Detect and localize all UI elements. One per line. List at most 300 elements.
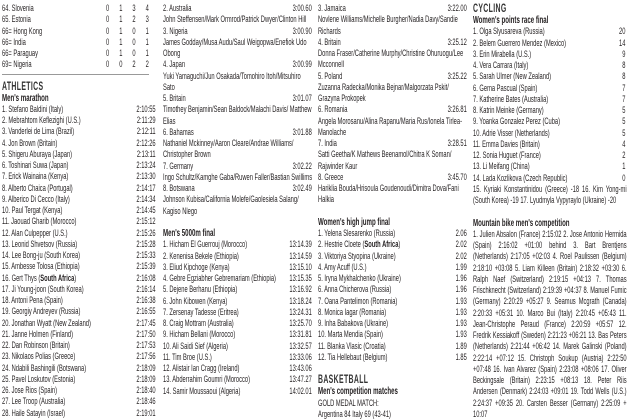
athlete-label: 4. Jon Brown (Britain): [2, 137, 58, 149]
result-row: [2, 374, 157, 385]
athlete-label: 6. John Kibowen (Kenya): [163, 295, 228, 307]
result-row: [318, 273, 468, 284]
result-row: [473, 116, 627, 127]
team-name: 6. Romania: [318, 104, 348, 116]
medal-count-s: 1: [119, 48, 123, 59]
result-value: 2:15:26: [136, 227, 156, 239]
result-row: [163, 251, 313, 262]
team-name: 5. Poland: [318, 70, 343, 82]
athlete-name: [318, 251, 396, 262]
result-value: 3:02.49: [292, 183, 312, 194]
athlete-label: 12. Sonia Huguet (France): [473, 150, 541, 161]
athlete-name: [2, 183, 73, 194]
athlete-name: [473, 128, 550, 139]
result-value: 2:13:24: [136, 160, 156, 171]
result-value: 13:47.27: [289, 374, 312, 386]
relay-members: Hariklia Bouda/Hrisoula Goudenoudi/Dimitra Dova/Fani Halkia: [318, 183, 459, 206]
result-row: [163, 341, 313, 352]
athlete-name: [318, 307, 386, 318]
result-value: 13:43.06: [289, 363, 312, 374]
result-row: [473, 38, 627, 49]
result-value: 3:25.12: [447, 36, 467, 48]
athlete-label: 3. Vanderlei de Lima (Brazil): [2, 126, 75, 138]
athlete-label: 3. Viktoriya Styopina (Ukraine): [318, 250, 396, 262]
result-row: [473, 26, 627, 37]
result-line: GOLD MEDAL MATCH:: [318, 397, 379, 409]
results-column-3: [318, 3, 468, 420]
athlete-name: [163, 363, 239, 374]
athlete-label: 2. Mebrahtom Keflezighi (U.S.): [2, 115, 81, 126]
athlete-label: 5. Sarah Ulmer (New Zealand): [473, 71, 552, 83]
result-row: [473, 150, 627, 161]
spacer: [318, 363, 468, 374]
athlete-name: [2, 194, 70, 205]
result-row: [2, 351, 157, 362]
athlete-label: 17. Ji Young-joon (South Korea): [2, 283, 84, 295]
result-value: 2:17:45: [136, 317, 156, 329]
sport-heading: ATHLETICS: [2, 80, 44, 93]
result-row: [163, 307, 313, 318]
result-value: 3:25.22: [447, 70, 467, 82]
athlete-name: [2, 363, 86, 374]
relay-results: [318, 3, 468, 206]
athlete-label: 18. Antoni Pena (Spain): [2, 295, 63, 306]
relay-members: Nathaniel Mckinney/Aaron Cleare/Andrae Williams/ Christopher Brown: [163, 138, 294, 161]
result-row: [318, 341, 468, 352]
athlete-name: [318, 262, 367, 273]
relay-team-row: [318, 37, 468, 48]
medal-count-t: 2: [145, 59, 149, 71]
athlete-name: [2, 385, 57, 396]
country-name: 66= Hong Kong: [2, 25, 43, 37]
sport-heading: CYCLING: [473, 3, 507, 15]
athlete-label: 3. Eliud Kipchoge (Kenya): [163, 261, 230, 273]
results-column-1: [2, 3, 157, 419]
result-row: [2, 261, 157, 272]
athlete-name: [2, 273, 76, 284]
relay-members: Johnson Kubisa/California Molefe/Gaolesiela Salang/ Kagiso Nlego: [163, 194, 299, 217]
relay-team-row: [318, 3, 468, 14]
athlete-label: 11. Blanka Vlasic (Croatia): [318, 340, 386, 352]
result-row: [2, 228, 157, 239]
athlete-name: [163, 352, 212, 363]
athlete-name: [2, 138, 57, 149]
result-value: 1.89: [455, 340, 467, 352]
athlete-label: 12. Tia Hellebaut (Belgium): [318, 351, 388, 363]
relay-team-row: [163, 183, 313, 194]
result-row: [318, 239, 468, 250]
result-value: 3:22.00: [447, 3, 467, 14]
result-row: [2, 273, 157, 284]
athlete-label: 5. Iryna Mykhalchenko (Ukraine): [318, 273, 401, 284]
medal-count-b: 2: [132, 59, 136, 71]
athlete-name: [2, 126, 74, 137]
athlete-name: [318, 318, 388, 329]
result-value: 2:17:50: [136, 328, 156, 340]
result-row: [163, 318, 313, 329]
result-row: [2, 160, 157, 171]
result-row: [473, 139, 627, 150]
result-row: [473, 83, 627, 94]
result-value: 14: [618, 37, 626, 49]
result-value: 9: [622, 48, 626, 60]
medal-table-row: [2, 48, 157, 59]
athlete-name: [163, 262, 230, 273]
medal-table-row: [2, 59, 157, 70]
result-row: [163, 284, 313, 295]
medal-count-g: 0: [105, 14, 110, 26]
relay-team-row: [163, 127, 313, 138]
result-value: 8: [622, 60, 626, 71]
result-value: 5: [622, 116, 626, 128]
athlete-label: 7. Katherine Bates (Australia): [473, 93, 549, 105]
athlete-label: 8. Monica Iagar (Romania): [318, 306, 387, 318]
athlete-name: [318, 284, 391, 295]
athlete-name: [2, 104, 63, 115]
result-value: 2:18:46: [136, 396, 156, 408]
result-row: [473, 173, 627, 184]
result-value: 3:00.99: [292, 59, 312, 71]
result-value: 13:14.39: [289, 239, 312, 251]
athlete-name: [473, 38, 566, 49]
athlete-label: 13. Li Meifang (China): [473, 161, 530, 173]
event-heading: Women's high jump final: [318, 216, 390, 228]
result-value: 1.93: [455, 306, 467, 318]
athlete-name: [473, 139, 540, 150]
athlete-label: 11. Tim Broe (U.S.): [163, 351, 212, 363]
medal-count-s: 1: [119, 14, 123, 26]
relay-team-row: [163, 26, 313, 37]
medal-count-g: 0: [105, 59, 110, 71]
team-name: 3. Jamaica: [318, 3, 346, 14]
result-value: 3:01.88: [292, 126, 312, 138]
event-heading: Mountain bike men's competition: [473, 217, 570, 229]
team-name: 3. Nigeria: [163, 25, 188, 37]
result-row: [2, 104, 157, 115]
relay-members: John Steffensen/Mark Ormrod/Patrick Dwyer/Clinton Hill: [163, 14, 307, 26]
result-value: 2:15:28: [136, 238, 156, 250]
result-value: 13:33.06: [289, 351, 312, 363]
result-row: [163, 296, 313, 307]
result-value: 2:17:56: [136, 351, 156, 363]
results-list: [473, 26, 627, 184]
athlete-name: [2, 250, 80, 261]
results-list: [163, 239, 313, 397]
result-row: [163, 262, 313, 273]
result-value: 2:19:01: [136, 407, 156, 419]
athlete-label: 3. Erin Mirabella (U.S.): [473, 48, 532, 60]
result-value: 2:16:08: [136, 272, 156, 284]
result-row: [2, 295, 157, 306]
result-row: [473, 161, 627, 172]
result-row: [2, 318, 157, 329]
result-row: [318, 284, 468, 295]
result-value: 2:13:11: [136, 148, 156, 160]
relay-team-row: [318, 104, 468, 115]
team-name: 2. Australia: [163, 3, 192, 14]
medal-count-s: 1: [119, 36, 123, 48]
relay-members: Donna Fraser/Catherine Murphy/Christine Ohuruogu/Lee Mcconnell: [318, 48, 464, 71]
team-name: 8. Botswana: [163, 183, 195, 194]
athlete-label: 16. Gert Thys (: [2, 272, 41, 284]
country-name: 69= Nigeria: [2, 59, 32, 71]
athlete-label: 7. Oana Pantelimon (Romania): [318, 295, 398, 307]
result-value: 2:16:55: [136, 306, 156, 318]
athlete-label: 12. Alistair Ian Cragg (Ireland): [163, 363, 240, 374]
athlete-label: 14. Lada Kozlikova (Czech Republic): [473, 172, 568, 184]
result-value: 1.96: [455, 284, 467, 296]
athlete-name: [2, 115, 81, 126]
relay-results: [163, 3, 313, 217]
athlete-name: [2, 408, 65, 419]
athlete-name: [163, 296, 227, 307]
result-value: 13:16.92: [289, 284, 312, 296]
medal-count-g: 0: [105, 48, 110, 59]
result-row: [2, 306, 157, 317]
athlete-name: [2, 318, 91, 329]
spacer: [318, 206, 468, 217]
result-value: 1.93: [455, 329, 467, 341]
result-value: 3:28.51: [447, 138, 467, 149]
athlete-label: 9. Inha Babakova (Ukraine): [318, 318, 389, 329]
athlete-label-suffix: ): [74, 272, 77, 284]
result-row: [318, 352, 468, 363]
result-row: [318, 228, 468, 239]
athlete-label: 24. Ndabili Bashingili (Botswana): [2, 362, 87, 374]
result-row: [2, 408, 157, 419]
result-value: 3:00.90: [292, 25, 312, 37]
relay-team-row: [163, 93, 313, 104]
athlete-name: [163, 318, 234, 329]
athlete-label: 10. Adrie Visser (Netherlands): [473, 127, 550, 139]
athlete-name: [2, 374, 75, 385]
athlete-label: 5. Shigeru Aburaya (Japan): [2, 148, 73, 160]
country-name: 64. Slovenia: [2, 3, 34, 14]
athlete-label: 27. Lee Troop (Australia): [2, 396, 66, 408]
result-value: 2:11:29: [136, 115, 156, 126]
team-name: 6. Bahamas: [163, 126, 194, 138]
result-value: 2:18:09: [136, 362, 156, 374]
athlete-name: [2, 351, 75, 362]
athlete-name: [2, 160, 68, 171]
event-heading: Men's 5000m final: [163, 228, 216, 239]
medal-table: [2, 3, 157, 71]
result-row: [163, 374, 313, 385]
athlete-name: [163, 273, 276, 284]
team-name: 7. India: [318, 138, 337, 149]
result-value: 1.99: [455, 261, 467, 273]
athlete-label: 8. Craig Mottram (Australia): [163, 318, 234, 329]
athlete-label: 15. Ambesse Tolosa (Ethiopia): [2, 261, 80, 273]
result-row: [2, 385, 157, 396]
medal-count-g: 0: [105, 25, 110, 37]
athlete-label-suffix: ): [398, 239, 401, 251]
athlete-name: [473, 173, 567, 184]
athlete-label: 14. Lee Bong-ju (South Korea): [2, 250, 81, 261]
athlete-name: [318, 329, 383, 340]
result-value: 2:14:17: [136, 182, 156, 194]
relay-team-row: [163, 3, 313, 14]
result-row: [473, 49, 627, 60]
medal-count-t: 4: [145, 3, 149, 14]
result-value: 13:18.24: [289, 295, 312, 307]
athlete-label: 9. Alberico Di Cecco (Italy): [2, 193, 70, 205]
athlete-label: 4. Gebre Egziabher Gebremariam (Ethiopia): [163, 273, 276, 284]
result-row: [318, 296, 468, 307]
athlete-name: [163, 386, 240, 397]
athlete-label: 13. Abderrahim Goumri (Morocco): [163, 374, 251, 386]
result-value: 14:02.01: [289, 385, 312, 397]
result-row: [163, 352, 313, 363]
result-value: 13:32.57: [289, 340, 312, 352]
athlete-name: [163, 251, 239, 262]
athlete-name: [2, 261, 80, 272]
medal-count-b: 3: [132, 3, 136, 14]
athlete-name: [318, 228, 395, 239]
athlete-label: 22. Dan Robinson (Britain): [2, 340, 70, 351]
result-value: 2:17:53: [136, 340, 156, 351]
result-value: 8: [622, 71, 626, 83]
result-row: [2, 216, 157, 227]
athlete-label: 26. Jose Rios (Spain): [2, 385, 58, 396]
result-value: 2:18:40: [136, 385, 156, 396]
athlete-name: [2, 216, 76, 227]
athlete-label: 8. Alberto Chaica (Portugal): [2, 182, 73, 194]
medal-count-t: 3: [145, 14, 149, 26]
athlete-label: 6. Anna Chicherova (Russia): [318, 284, 392, 296]
medal-count-s: 1: [119, 25, 123, 37]
result-value: 2: [622, 150, 626, 161]
result-row: [2, 340, 157, 351]
medal-count-b: 0: [132, 36, 136, 48]
result-value: 13:15.10: [289, 261, 312, 273]
athlete-label: 7. Zersenay Tadesse (Eritrea): [163, 306, 239, 318]
result-row: [2, 396, 157, 407]
result-value: 2:10:55: [136, 103, 156, 115]
relay-members: James Godday/Musa Audu/Saul Weigopwa/Enefiok Udo Obong: [163, 36, 307, 59]
result-row: [318, 262, 468, 273]
result-value: 2:18:09: [136, 373, 156, 385]
result-value: 3:00.60: [292, 3, 312, 14]
athlete-name: [163, 284, 237, 295]
team-name: 4. Britain: [318, 36, 341, 48]
athlete-label: 8. Katrin Meinke (Germany): [473, 105, 544, 116]
medal-count-b: 0: [132, 48, 136, 59]
athlete-label: 9. Yoanka Gonzalez Perez (Cuba): [473, 116, 561, 128]
athlete-label: 6. Gema Pascual (Spain): [473, 82, 538, 94]
result-row: [318, 307, 468, 318]
athlete-name: [473, 116, 560, 127]
athlete-label: 9. Hicham Bellani (Morocco): [163, 329, 236, 341]
athlete-name: [473, 105, 544, 116]
medal-count-b: 0: [132, 25, 136, 37]
athlete-name: [163, 329, 235, 340]
results-list: [2, 104, 157, 419]
medal-table-row: [2, 3, 157, 14]
athlete-label: 10. Paul Tergat (Kenya): [2, 205, 63, 216]
result-row: [163, 363, 313, 374]
athlete-label: 5. Dejene Berhanu (Ethiopia): [163, 284, 238, 296]
event-heading: Men's competition matches: [318, 386, 398, 398]
result-row: [2, 250, 157, 261]
relay-team-row: [318, 172, 468, 183]
result-value: 2:12:26: [136, 137, 156, 149]
relay-team-row: [163, 161, 313, 172]
result-value: 1.96: [455, 273, 467, 284]
result-row: [2, 149, 157, 160]
result-row: [473, 60, 627, 71]
relay-members: Yuki Yamaguchi/Jun Osakada/Tomohiro Itoh/Mitsuhiro Sato: [163, 70, 301, 93]
section-divider: [2, 74, 149, 75]
result-value: 2:13:30: [136, 171, 156, 183]
result-value: 13:24.31: [289, 306, 312, 318]
medal-table-row: [2, 37, 157, 48]
result-row: [163, 239, 313, 250]
results-column-4: [473, 3, 627, 420]
result-row: [473, 94, 627, 105]
athlete-label: 19. Georgiy Andreyev (Russia): [2, 306, 81, 318]
results-column-2: [163, 3, 313, 397]
event-heading: Men's marathon: [2, 92, 49, 104]
athlete-name: [2, 284, 84, 295]
athlete-label: 1. Hicham El Guerrouj (Morocco): [163, 239, 248, 251]
results-paragraph: 1. Julien Absalon (France) 2:15:02 2. Jose Antonio Hermida (Spain) 2:16:02 +01:00 behind 3. Bart Brentjens (Netherlands) 2:17:05 +02:03 4. Roel Paulissen (Belgium) 2:18:10 +03:08 5. Liam Killeen (Britain) 2:18:32 +03:30 6. Ralph Naef (Switzerland) 2:19:15 +04:13 7. Thomas Frischknecht (Switzerland) 2:19:39 +04:37 8. Manuel Fumic (Germany) 2:20:29 +05:27 9. Seamus Mcgrath (Canada) 2:20:33 +05:31 10. Marco Bui (Italy) 2:20:45 +05:43 11. Jean-Christophe Peraud (France) 2:20:59 +05:57 12. Fredrik Kessiakoff (Sweden) 2:21:23 +06:21 13. Bas Peters (Netherlands) 2:21:44 +06:42 14. Marek Galinski (Poland) 2:22:14 +07:12 15. Christoph Soukup (Austria) 2:22:50 +07:48 16. Ivan Alvarez (Spain) 2:23:08 +08:06 17. Oliver Beckingsale (Britain) 2:23:15 +08:13 18. Peter Riis Andersen (Denmark) 2:24:03 +09:01 19. Todd Wells (U.S.) 2:24:37 +09:35 20. Carsten Besser (Germany) 2:25:09 + 10:07: [473, 228, 627, 420]
result-row: [2, 183, 157, 194]
athlete-name: [473, 60, 528, 71]
result-value: 20: [618, 26, 626, 38]
result-value: 13:25.70: [289, 318, 312, 329]
result-row: [163, 329, 313, 340]
result-value: 1.93: [455, 318, 467, 329]
relay-members: Ingo Schultz/Kamghe Gaba/Ruwen Faller/Bastian Swillims: [163, 171, 313, 183]
result-value: 7: [622, 93, 626, 105]
result-value: 4: [622, 138, 626, 150]
athlete-label: 11. Emma Davies (Britain): [473, 138, 540, 150]
athlete-name: [163, 239, 247, 250]
result-value: 2:12:11: [136, 126, 156, 138]
result-value: 7: [622, 82, 626, 94]
results-list: [318, 228, 468, 363]
athlete-label: 6. Toshinari Suwa (Japan): [2, 160, 69, 171]
athlete-name: [2, 205, 62, 216]
result-row: [318, 318, 468, 329]
athlete-label: 20. Jonathan Wyatt (New Zealand): [2, 317, 91, 329]
result-value: 0: [622, 172, 626, 184]
medal-count-g: 0: [105, 3, 110, 14]
result-value: 3:45.70: [447, 171, 467, 183]
highlighted-country: South Africa: [40, 272, 75, 284]
result-row: [163, 273, 313, 284]
relay-members: Zuzanna Radecka/Monika Bejnar/Malgorzata Pskit/ Grazyna Prokopek: [318, 81, 449, 104]
result-row: [473, 128, 627, 139]
result-row: [2, 138, 157, 149]
athlete-label: 25. Pavel Loskutov (Estonia): [2, 373, 76, 385]
medal-count-t: 1: [145, 36, 149, 48]
result-value: 13:14.59: [289, 250, 312, 262]
athlete-name: [2, 239, 77, 250]
athlete-name: [2, 228, 68, 239]
result-row: [2, 329, 157, 340]
country-name: 65. Estonia: [2, 14, 31, 26]
result-value: 2.02: [455, 250, 467, 262]
athlete-name: [473, 83, 537, 94]
result-value: 2:15:33: [136, 250, 156, 261]
result-value: 2:15:12: [136, 216, 156, 228]
athlete-name: [473, 94, 548, 105]
result-value: 5: [622, 105, 626, 116]
relay-members: Satti Geetha/K Mathews Beenamol/Chitra K Soman/ Rajwinder Kaur: [318, 149, 452, 172]
team-name: 5. Britain: [163, 93, 186, 104]
